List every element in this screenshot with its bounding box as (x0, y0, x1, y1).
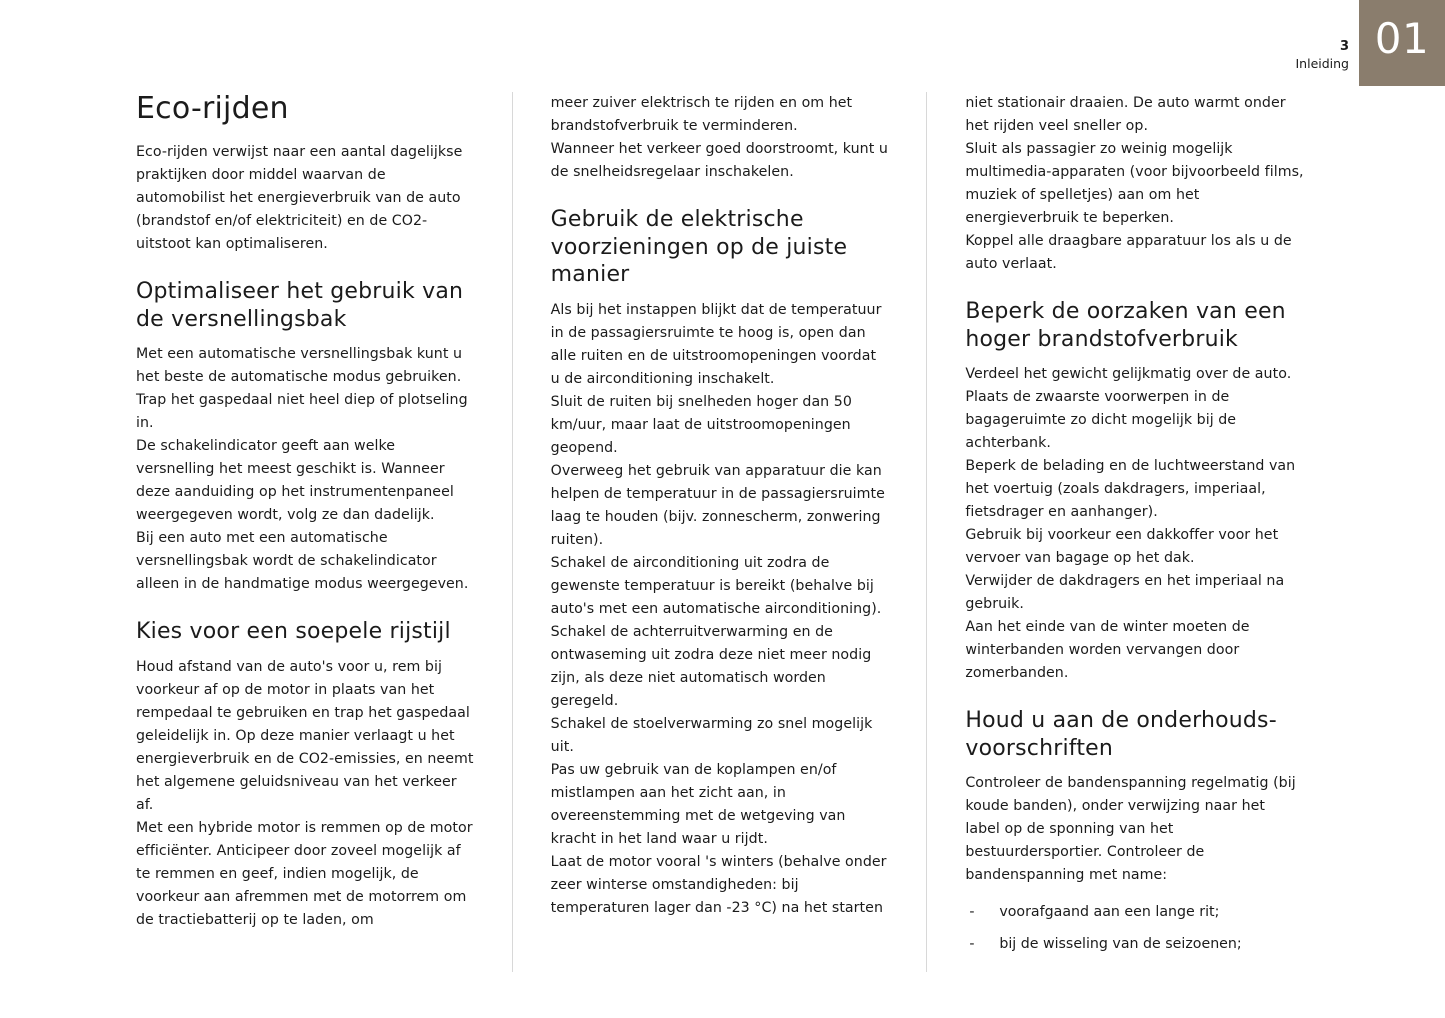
list-item (965, 901, 1304, 924)
body-paragraph: Overweeg het gebruik van apparatuur die kan helpen de temperatuur in de passagiersruimte laag te houden (bijv. zonnescherm, zonwering ruiten). (550, 462, 885, 548)
column-1 (136, 92, 513, 972)
body-paragraph: Schakel de stoelverwarming zo snel mogelijk uit. (550, 715, 873, 755)
page-number: 3 (1339, 39, 1349, 54)
body-paragraph: Houd afstand van de auto's voor u, rem bij voorkeur af op de motor in plaats van het rempedaal te gebruiken en trap het gaspedaal geleidelijk in. Op deze manier verlaagt u het energieverbruik en de CO2-emissies, en neemt het algemene geluidsniveau van het verkeer af. (136, 658, 474, 813)
body-paragraph: De schakelindicator geeft aan welke versnelling het meest geschikt is. Wanneer deze aanduiding op het instrumentenpaneel weergegeven wordt, volg ze dan dadelijk. (136, 438, 454, 523)
section-heading: Gebruik de elektrische voorzieningen op de juiste manier (550, 207, 848, 287)
body-paragraph: Wanneer het verkeer goed doorstroomt, kunt u de snelheidsregelaar inschakelen. (550, 141, 888, 180)
body-paragraph: Gebruik bij voorkeur een dakkoffer voor het vervoer van bagage op het dak. (965, 527, 1279, 566)
page-title: Eco-rijden (136, 91, 289, 126)
column-2 (551, 92, 928, 972)
body-paragraph: Schakel de airconditioning uit zodra de gewenste temperatuur is bereikt (behalve bij auto's met een automatische airconditioning). (550, 554, 882, 617)
body-paragraph: Verwijder de dakdragers en het imperiaal na gebruik. (965, 573, 1285, 612)
body-paragraph: Sluit als passagier zo weinig mogelijk multimedia-apparaten (voor bijvoorbeeld films, muziek of spelletjes) aan om het energieverbruik te beperken. (965, 141, 1304, 226)
chapter-tab (1359, 0, 1445, 86)
body-paragraph: Met een hybride motor is remmen op de motor efficiënter. Anticipeer door zoveel mogelijk af te remmen en geef, indien mogelijk, de voorkeur aan afremmen met de motorrem om de tractiebatterij op te laden, om (136, 819, 473, 928)
body-paragraph: Verdeel het gewicht gelijkmatig over de auto. Plaats de zwaarste voorwerpen in de bagageruimte zo dicht mogelijk bij de achterbank. (965, 366, 1292, 451)
section-heading: Houd u aan de onderhouds-voorschriften (965, 708, 1277, 761)
body-paragraph: Eco-rijden verwijst naar een aantal dagelijkse praktijken door middel waarvan de automobilist het energieverbruik van de auto (brandstof en/of elektriciteit) en de CO2-uitstoot kan optimaliseren. (136, 144, 463, 252)
body-paragraph: Aan het einde van de winter moeten de winterbanden worden vervangen door zomerbanden. (965, 619, 1250, 681)
dash-bullet-icon: - (969, 904, 975, 920)
body-paragraph: Beperk de belading en de luchtweerstand van het voertuig (zoals dakdragers, imperiaal, fietsdrager en aanhanger). (965, 458, 1296, 520)
body-paragraph: Bij een auto met een automatische versnellingsbak wordt de schakelindicator alleen in de handmatige modus weergegeven. (136, 530, 469, 592)
body-paragraph: Schakel de achterruitverwarming en de ontwaseming uit zodra deze niet meer nodig zijn, als deze niet automatisch worden geregeld. (550, 623, 872, 709)
list-item-label: voorafgaand aan een lange rit; (999, 904, 1220, 920)
page-meta (1295, 38, 1349, 72)
body-paragraph: Sluit de ruiten bij snelheden hoger dan 50 km/uur, maar laat de uitstroomopeningen geopend. (550, 393, 852, 456)
body-paragraph: Met een automatische versnellingsbak kunt u het beste de automatische modus gebruiken. Trap het gaspedaal niet heel diep of plotseling in. (136, 346, 468, 431)
section-heading: Kies voor een soepele rijstijl (136, 619, 451, 644)
list-item (965, 933, 1304, 956)
body-paragraph: meer zuiver elektrisch te rijden en om het brandstofverbruik te verminderen. (550, 95, 853, 134)
body-paragraph: Laat de motor vooral 's winters (behalve onder zeer winterse omstandigheden: bij temperaturen lager dan -23 °C) na het starten (550, 853, 887, 916)
body-paragraph: niet stationair draaien. De auto warmt onder het rijden veel sneller op. (965, 95, 1286, 134)
body-paragraph: Koppel alle draagbare apparatuur los als u de auto verlaat. (965, 233, 1292, 272)
body-paragraph: Pas uw gebruik van de koplampen en/of mistlampen aan het zicht aan, in overeenstemming met de wetgeving van kracht in het land waar u rijdt. (550, 761, 846, 847)
column-3 (965, 92, 1304, 972)
dash-bullet-icon: - (969, 936, 975, 952)
chapter-number: 01 (1374, 14, 1430, 63)
text-columns (136, 92, 1304, 972)
section-heading: Optimaliseer het gebruik van de versnellingsbak (136, 279, 464, 332)
body-paragraph: Als bij het instappen blijkt dat de temperatuur in de passagiersruimte te hoog is, open dan alle ruiten en de uitstroomopeningen voordat u de airconditioning inschakelt. (550, 301, 882, 387)
section-heading: Beperk de oorzaken van een hoger brandstofverbruik (965, 299, 1286, 352)
bullet-list (965, 901, 1304, 956)
section-label: Inleiding (1295, 55, 1349, 71)
list-item-label: bij de wisseling van de seizoenen; (999, 936, 1242, 952)
body-paragraph: Controleer de bandenspanning regelmatig (bij koude banden), onder verwijzing naar het label op de sponning van het bestuurdersportier. Controleer de bandenspanning met name: (965, 775, 1296, 883)
